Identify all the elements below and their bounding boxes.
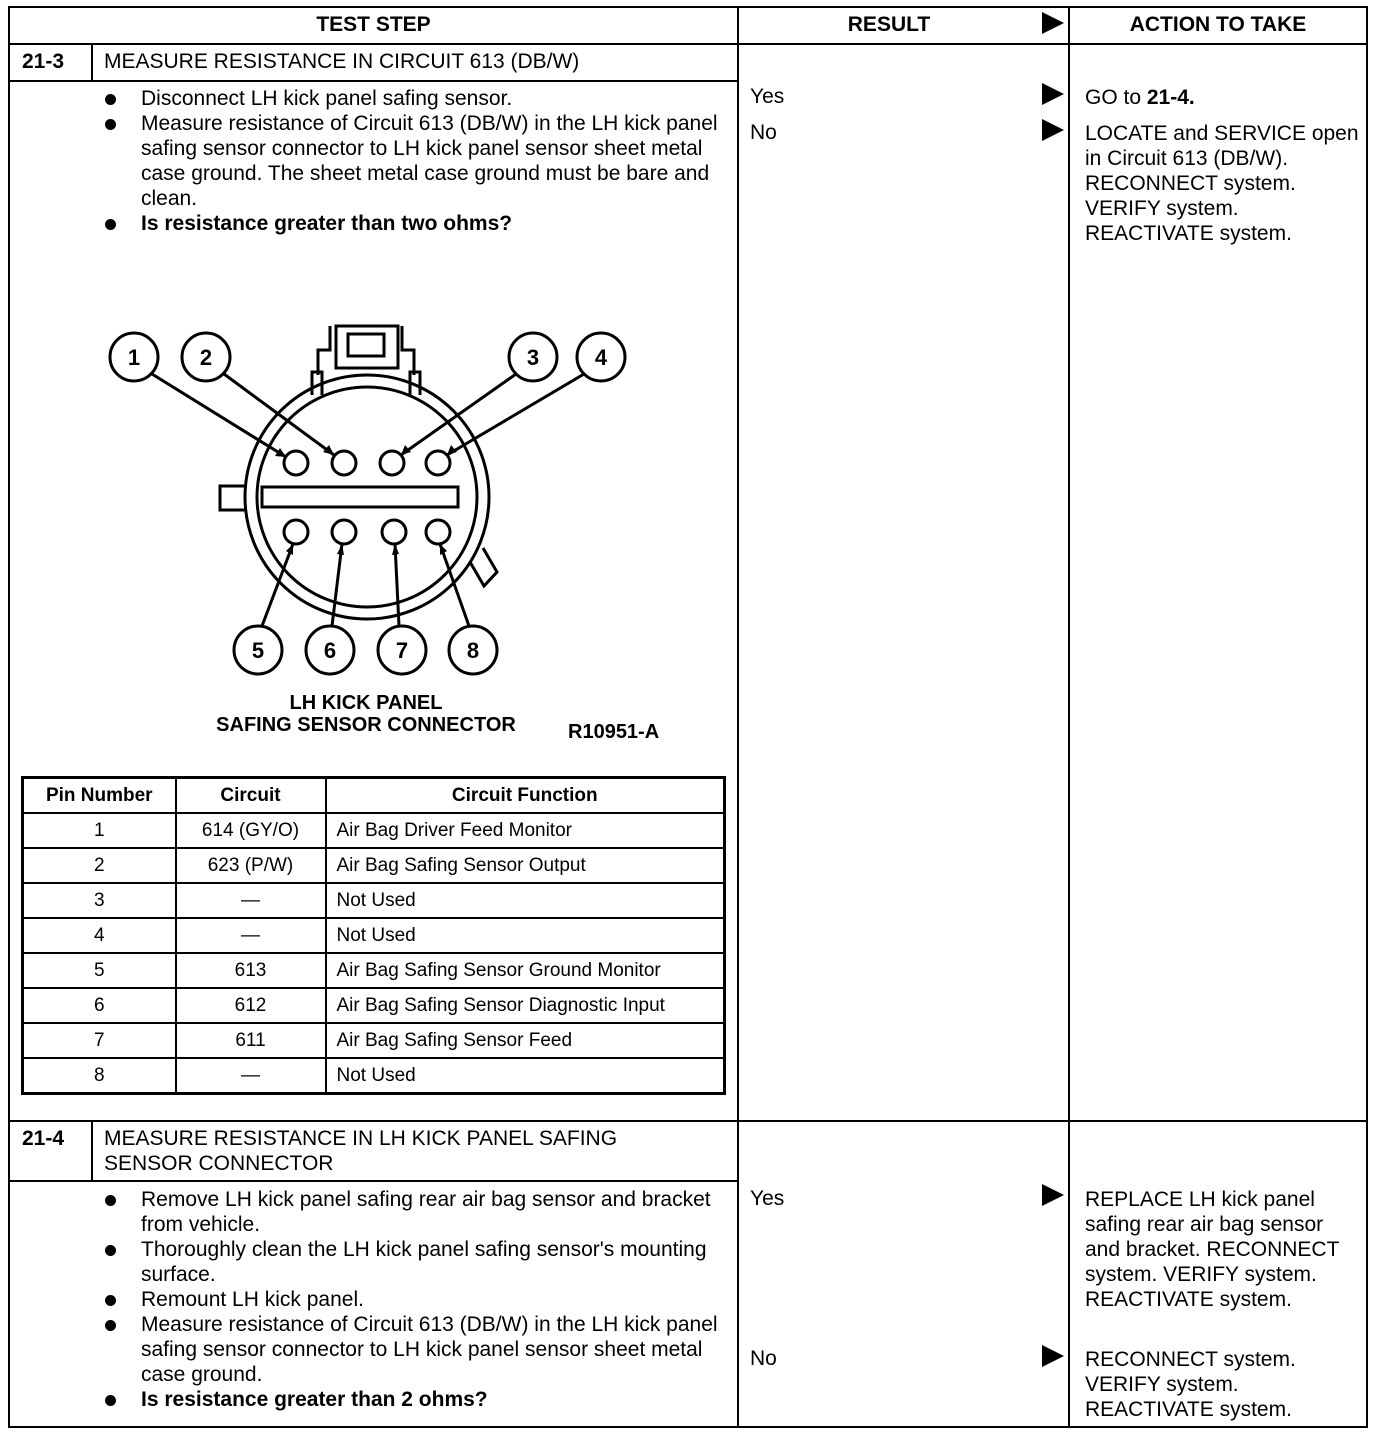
- table-cell: 623 (P/W): [176, 848, 326, 883]
- callout-8-label: 8: [466, 638, 480, 663]
- step2-result-yes: Yes: [750, 1187, 785, 1210]
- table-cell: —: [176, 918, 326, 953]
- list-item: Is resistance greater than 2 ohms?: [101, 1387, 721, 1412]
- table-cell: 4: [23, 918, 176, 953]
- step2-title-divider: [8, 1180, 739, 1182]
- table-cell: 612: [176, 988, 326, 1023]
- table-cell: Air Bag Driver Feed Monitor: [326, 813, 725, 848]
- table-row: [23, 918, 725, 953]
- step2-bullets: [101, 1187, 721, 1412]
- pin-2: [332, 451, 356, 475]
- table-cell: Air Bag Safing Sensor Ground Monitor: [326, 953, 725, 988]
- step2-result-no: No: [750, 1347, 777, 1370]
- table-cell: 1: [23, 813, 176, 848]
- table-cell: Air Bag Safing Sensor Feed: [326, 1023, 725, 1058]
- table-cell: —: [176, 883, 326, 918]
- step2-title: MEASURE RESISTANCE IN LH KICK PANEL SAFING SENSOR CONNECTOR: [104, 1127, 618, 1175]
- frame-right: [1366, 6, 1368, 1428]
- connector-diagram: [0, 0, 740, 770]
- pin-3: [380, 451, 404, 475]
- table-row: [23, 1023, 725, 1058]
- table-cell: 613: [176, 953, 326, 988]
- table-row: [23, 883, 725, 918]
- table-cell: 614 (GY/O): [176, 813, 326, 848]
- table-cell: 3: [23, 883, 176, 918]
- table-header-row: [23, 778, 725, 814]
- table-cell: 6: [23, 988, 176, 1023]
- figure-id: R10951-A: [568, 721, 660, 743]
- step2-action-yes: REPLACE LH kick panel safing rear air bag sensor and bracket. RECONNECT system. VERIFY system. REACTIVATE system.: [1085, 1188, 1340, 1311]
- latch: [336, 326, 398, 368]
- list-item: Measure resistance of Circuit 613 (DB/W) in the LH kick panel safing sensor connector to LH kick panel sensor sheet metal case ground. The sheet metal case ground must be bare and clean.: [101, 111, 721, 211]
- list-item: Measure resistance of Circuit 613 (DB/W) in the LH kick panel safing sensor connector to LH kick panel sensor sheet metal case ground.: [101, 1312, 721, 1387]
- table-cell: 5: [23, 953, 176, 988]
- diagram-caption-line2: SAFING SENSOR CONNECTOR: [216, 714, 516, 736]
- table-cell: 611: [176, 1023, 326, 1058]
- diagram-caption-line1: LH KICK PANEL: [289, 692, 443, 714]
- pin-4: [426, 451, 450, 475]
- column-divider-action: [1068, 6, 1070, 1428]
- table-cell: 2: [23, 848, 176, 883]
- pin-table: [21, 776, 726, 1095]
- column-header: Circuit: [176, 778, 326, 814]
- table-row: [23, 848, 725, 883]
- header-result: RESULT: [847, 13, 931, 36]
- step1-action-no: LOCATE and SERVICE open in Circuit 613 (DB/W). RECONNECT system. VERIFY system. REACTIVATE system.: [1085, 122, 1359, 245]
- callout-7-label: 7: [395, 638, 409, 663]
- callout-5-label: 5: [251, 638, 265, 663]
- key-slot: [262, 487, 458, 507]
- step2-number-divider: [91, 1120, 93, 1182]
- list-item: Thoroughly clean the LH kick panel safing sensor's mounting surface.: [101, 1237, 721, 1287]
- table-cell: 7: [23, 1023, 176, 1058]
- step2-number: 21-4: [22, 1127, 65, 1150]
- step1-result-no: No: [750, 121, 777, 144]
- column-header: Circuit Function: [326, 778, 725, 814]
- table-row: [23, 953, 725, 988]
- callout-6-label: 6: [323, 638, 337, 663]
- step2-yes-arrow-icon: [1042, 1184, 1064, 1206]
- list-item: Remove LH kick panel safing rear air bag sensor and bracket from vehicle.: [101, 1187, 721, 1237]
- step1-result-yes: Yes: [750, 85, 785, 108]
- table-cell: Not Used: [326, 883, 725, 918]
- pin-7: [382, 520, 406, 544]
- table-row: [23, 1058, 725, 1094]
- step1-action-yes: GO to 21-4.: [1085, 86, 1195, 109]
- step1-no-arrow-icon: [1042, 119, 1064, 141]
- step1-number: 21-3: [22, 50, 65, 73]
- list-item: Remount LH kick panel.: [101, 1287, 721, 1312]
- column-header: Pin Number: [23, 778, 176, 814]
- step2-no-arrow-icon: [1042, 1345, 1064, 1367]
- list-item: Is resistance greater than two ohms?: [101, 211, 721, 236]
- connector-body-inner: [257, 387, 477, 607]
- pin-5: [284, 520, 308, 544]
- header-action: ACTION TO TAKE: [1129, 13, 1307, 36]
- step2-action-no: RECONNECT system. VERIFY system. REACTIVATE system.: [1085, 1348, 1296, 1421]
- header-test-step: TEST STEP: [316, 13, 431, 36]
- table-cell: Not Used: [326, 1058, 725, 1094]
- step1-title: MEASURE RESISTANCE IN CIRCUIT 613 (DB/W): [104, 50, 580, 73]
- table-cell: Not Used: [326, 918, 725, 953]
- table-cell: Air Bag Safing Sensor Diagnostic Input: [326, 988, 725, 1023]
- table-cell: 8: [23, 1058, 176, 1094]
- table-cell: Air Bag Safing Sensor Output: [326, 848, 725, 883]
- table-cell: —: [176, 1058, 326, 1094]
- list-item: Disconnect LH kick panel safing sensor.: [101, 86, 721, 111]
- header-arrow-icon: [1042, 12, 1064, 34]
- callout-3-label: 3: [526, 345, 540, 370]
- step-divider: [8, 1120, 1368, 1122]
- table-row: [23, 813, 725, 848]
- latch-inner: [348, 334, 384, 356]
- callout-4-label: 4: [594, 345, 608, 370]
- pin-6: [332, 520, 356, 544]
- table-row: [23, 988, 725, 1023]
- frame-bottom: [8, 1426, 1368, 1428]
- pin-8: [426, 520, 450, 544]
- callout-1-label: 1: [127, 345, 141, 370]
- callout-2-label: 2: [199, 345, 213, 370]
- pin-1: [284, 451, 308, 475]
- step1-yes-arrow-icon: [1042, 83, 1064, 105]
